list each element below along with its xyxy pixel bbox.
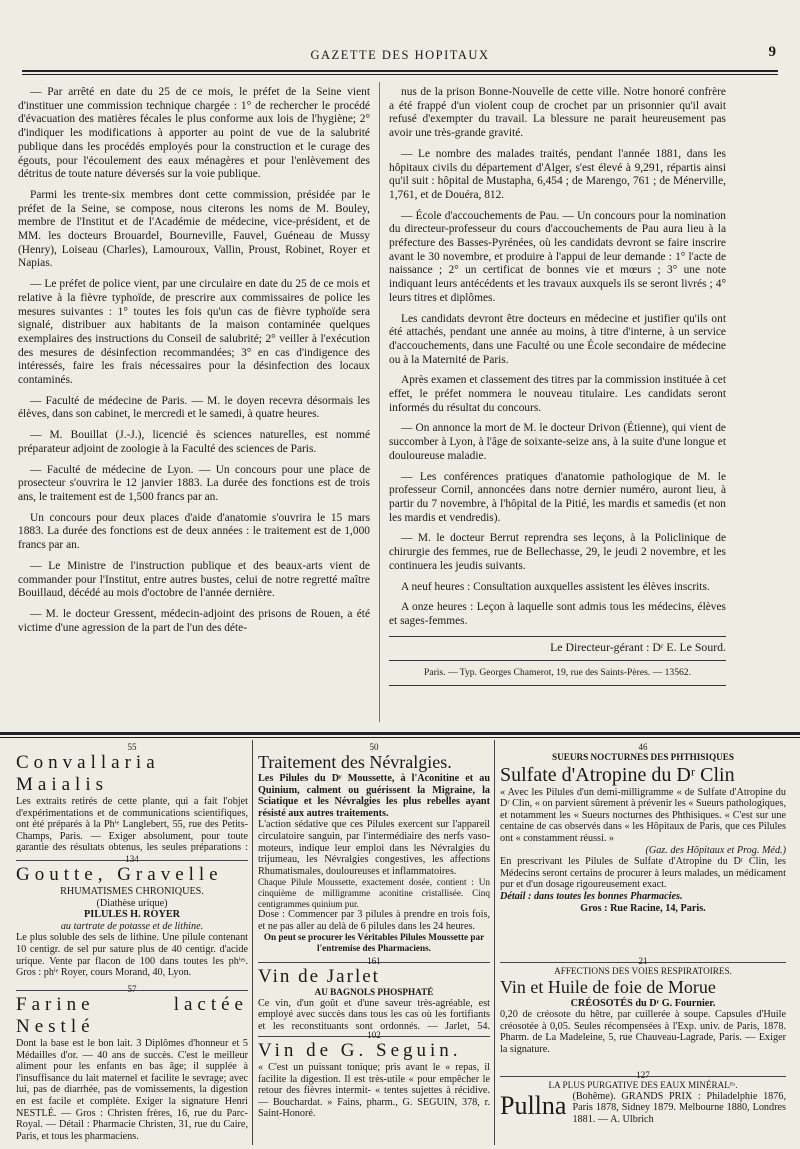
article-paragraph: nus de la prison Bonne-Nouvelle de cette ville. Notre honoré confrère a été frappé d'un violent coup de crochet par un prisonnier qu'il avait refusé d'exempter du travail. La blessure ne parait heureusement pas avoir une très-grande gravité.: [389, 86, 726, 140]
ad-title: Pullna: [500, 1090, 567, 1120]
article-paragraph: Un concours pour deux places d'aide d'anatomie s'ouvrira le 15 mars 1883. La durée des fonctions est de deux années : le traitement est de 1,000 francs par an.: [18, 511, 370, 552]
ad-text: « C'est un puissant tonique; pris avant le « repas, il facilite la digestion. Il est très-utile « pour empêcher le retour des fièvres intermit- « tentes sujettes à récidive. — Bouchardat. » Fains, pharm., G. SEGUIN, 378, r. Saint-Honoré.: [258, 1062, 490, 1120]
ad-footer: Détail : dans toutes les bonnes Pharmacies.: [500, 890, 683, 902]
ad-title: Sulfate d'Atropine du Dʳ Clin: [500, 763, 735, 786]
ad-subtitle-2: (Diathèse urique): [96, 897, 168, 909]
publication-title: GAZETTE DES HOPITAUX: [310, 48, 490, 62]
ad-text: Dont la base est le bon lait. 3 Diplômes d'honneur et 5 Médailles d'or. — 40 ans de succès. C'est le meilleur aliment pour les enfants en bas âge; il supplée à l'insuffisance du lait maternel et facilite le sevrage; avec lui, pas de diarrhée, pas de vomissements, la digestion en est facile et complète. Exiger la signature Henri NESTLÉ. — Gros : Christen frères, 16, rue du Parc-Royal. — Détail : Pharmacie Christen, 31, rue du Caire, Paris, et tous les pharmaciens.: [16, 1038, 248, 1142]
article-paragraph: — M. Bouillat (J.-J.), licencié ès sciences naturelles, est nommé préparateur adjoint de zoologie à la Faculté des sciences de Paris.: [18, 429, 370, 455]
ad-pullna: [500, 1070, 786, 1146]
ad-header: SUEURS NOCTURNES DES PHTHISIQUES: [551, 752, 734, 762]
ad-lead: Les Pilules du Dʳ Moussette, à l'Aconitine et au Quinium, calment ou guérissent la Migraine, la Sciatique et les Névralgies les plus rebelles ayant résisté aux autres traitements.: [258, 773, 490, 819]
article-paragraph: — Par arrêté en date du 25 de ce mois, le préfet de la Seine vient d'instituer une commission technique chargée : 1° de rechercher le procédé d'évacuation des matières fécales le plus conforme aux lois de l'hygiène; 2° d'indiquer les modifications à apporter au point de vue de la salubrité publique dans les procédés employés pour la construction et le curage des égouts, pour l'écoulement des eaux ménagères et pour l'enlèvement des détritus de toute nature déversés sur la voie publique.: [18, 86, 370, 181]
ad-header: LA PLUS PURGATIVE DES EAUX MINÉRALᴱˢ.: [548, 1080, 738, 1090]
ad-number: 102: [367, 1030, 381, 1040]
ad-divider: [252, 740, 253, 1145]
article-paragraph: — Le Ministre de l'instruction publique et des beaux-arts vient de commander pour l'Institut, entre autres bustes, celui de notre regretté maître Bouillaud, décédé au mois d'octobre de l'année dernière.: [18, 559, 370, 600]
ad-divider: [494, 740, 495, 1145]
ad-text: Le plus soluble des sels de lithine. Une pilule contenant 10 centigr. de sel pur sature plus de 40 centigr. d'acide urique. Vente par flacon de 100 dans toutes les phⁱᵉˢ. Gros : phⁱᵉ Royer, cours Morand, 40, Lyon.: [16, 932, 248, 979]
ad-text: L'action sédative que ces Pilules exercent sur l'appareil circulatoire sanguin, par l'intermédiaire des nerfs vaso-moteurs, indique leur emploi dans les Névralgies du trijumeau, les Névralgies congestives, les affections Rhumatismales, douloureuses et inflammatoires.: [258, 819, 490, 877]
ad-tagline: AU BAGNOLS PHOSPHATÉ: [314, 987, 434, 997]
ad-text: Les extraits retirés de cette plante, qui a fait l'objet d'expérimentations et de communications scientifiques, ont été préparés à la Phⁱᵉ Langlebert, 55, rue des Petits-Champs, Paris. — Exiger absolument, pour toute garantie des résultats obtenus, les seules préparations :: [16, 796, 248, 852]
imprint: Paris. — Typ. Georges Chamerot, 19, rue des Saints-Pères. — 13562.: [389, 666, 726, 686]
article-paragraph: — Les conférences pratiques d'anatomie pathologique de M. le professeur Cornil, annoncées dans notre dernier numéro, auront lieu, à partir du 7 novembre, à l'hôpital de la Pitié, les mardis et samedis (et non les mardis et vendredis).: [389, 470, 726, 524]
ad-moussette: [258, 742, 490, 960]
ad-footer: On peut se procurer les Véritables Pilules Moussette par l'entremise des Pharmaciens.: [263, 932, 485, 953]
article-paragraph: — On annonce la mort de M. le docteur Drivon (Étienne), qui vient de succomber à Lyon, à l'âge de soixante-seize ans, à la suite d'une longue et douloureuse maladie.: [389, 422, 726, 462]
ad-number: 161: [367, 956, 381, 966]
ad-text: (Bohême). GRANDS PRIX : Philadelphie 1876, Paris 1878, Sidney 1879. Melbourne 1880, Londres 1881. — A. Ulbrich: [572, 1090, 786, 1125]
ad-title: Traitement des Névralgies.: [258, 752, 452, 772]
ad-text: Ce vin, d'un goût et d'une saveur très-agréable, est employé avec succès dans tous les cas où les fortifiants et les reconstituants sont ordonnés. — Jarlet, 54.: [258, 997, 490, 1032]
ad-dose: Dose : Commencer par 3 pilules à prendre en trois fois, et ne pas aller au delà de 6 pilules dans les 24 heures.: [258, 909, 490, 932]
ads-top-rule-thin: [0, 737, 800, 738]
ad-number: 55: [127, 742, 137, 752]
ad-huile-foie-morue: [500, 956, 786, 1070]
ad-title: Farine lactée Nestlé: [16, 994, 248, 1037]
ad-sulfate-atropine: [500, 742, 786, 954]
article-paragraph: — M. le docteur Berrut reprendra ses leçons, à la Policlinique de chirurgie des femmes, rue de Bellechasse, 29, le jeudi 2 novembre, et les continuera les jeudis suivants.: [389, 532, 726, 572]
article-paragraph: A onze heures : Leçon à laquelle sont admis tous les médecins, élèves et sages-femmes.: [389, 601, 726, 627]
article-paragraph: — Faculté de médecine de Paris. — M. le doyen recevra désormais les élèves, dans son cabinet, le mercredi et le samedi, à quatre heures.: [18, 394, 370, 421]
ad-text: 0,20 de créosote du hêtre, par cuillerée à soupe. Capsules d'Huile créosotée à 0,05. Seules récompensées à l'Exp. univ. de Paris, 1878. Pharm. de La Madeleine, 5, rue Chauveau-Lagrade, Paris. — Exiger la signature.: [500, 1009, 786, 1055]
column-divider: [379, 82, 380, 722]
article-paragraph: — M. le docteur Gressent, médecin-adjoint des prisons de Rouen, a été victime d'une agression de la part de l'un des déte-: [18, 607, 370, 634]
ad-title: Goutte, Gravelle: [16, 864, 223, 885]
ad-text-2: En prescrivant les Pilules de Sulfate d'Atropine du Dʳ Clin, les Médecins seront certains de procurer à leurs malades, un médicament pur et d'un dosage rigoureusement exact.: [500, 856, 786, 891]
page-number: 9: [768, 44, 776, 60]
article-paragraph: — Le nombre des malades traités, pendant l'année 1881, dans les hôpitaux civils du département d'Alger, s'est élevé à 9,291, répartis ainsi qu'il suit : hôpital de Mustapha, 6,454 ; de Marengo, 761 ; de Ménerville, 1,761, et de Douéra, 812.: [389, 147, 726, 201]
signature: Le Directeur-gérant : Dʳ E. Le Sourd.: [389, 636, 726, 662]
article-paragraph: Après examen et classement des titres par la commission instituée à cet effet, le préfet nommera le nouveau titulaire. Les candidats seront informés du résultat du concours.: [389, 374, 726, 414]
ad-vin-seguin: [258, 1030, 490, 1146]
ad-title: Convallaria Maialis: [16, 752, 160, 795]
ad-text: « Avec les Pilules d'un demi-milligramme « de Sulfate d'Atropine du Dʳ Clin, « on parvient sûrement à prévenir les « Sueurs pathologiques, et notamment les « Sueurs nocturnes des Phthisiques. « C'est sur une centaine de cas observés dans « les Hôpitaux de Paris, que ces Pilules ont « constamment réussi. »: [500, 786, 786, 844]
ad-composition: Chaque Pilule Moussette, exactement dosée, contient : Un cinquième de milligramme aconitine cristallisée. Cinq centigrammes quinium pur.: [258, 877, 490, 909]
ad-vin-jarlet: [258, 956, 490, 1032]
ad-number: 134: [125, 854, 139, 864]
article-paragraph: — École d'accouchements de Pau. — Un concours pour la nomination du directeur-professeur du cours d'accouchements de Pau aura lieu à la préfecture des Basses-Pyrénées, où les candidats devront se faire inscrire avant le 30 novembre, et produire à l'appui de leur demande : 1° l'acte de naissance ; 2° un certificat de bonnes vie et mœurs ; 3° une note indiquant leurs antécédents et les travaux auxquels ils se seront livrés ; 4° leurs titres et diplômes.: [389, 209, 726, 304]
article-paragraph: Les candidats devront être docteurs en médecine et justifier qu'ils ont été attachés, pendant une année au moins, à titre d'interne, à un service d'accouchements, dans une Faculté ou une École secondaire de médecine ou à la Maternité de Paris.: [389, 312, 726, 366]
article-paragraph: — Faculté de médecine de Lyon. — Un concours pour une place de prosecteur s'ouvrira le 12 janvier 1883. La durée des fonctions est de trois ans, le traitement est de 1,500 francs par an.: [18, 463, 370, 503]
ads-top-rule: [0, 732, 800, 735]
ad-subtitle: CRÉOSOTÉS du Dʳ G. Fournier.: [570, 997, 716, 1009]
article-paragraph: Parmi les trente-six membres dont cette commission, présidée par le préfet de la Seine, se compose, nous citerons les noms de M. Bouley, membre de l'Institut et de l'Académie de médecine, vice-président, et de MM. les docteurs Brouardel, Bourneville, Fauvel, Guéneau de Mussy (Henry), Loiseau (Charles), Lamouroux, Vallin, Proust, Robinet, Royer et Napias.: [18, 188, 370, 270]
ad-tagline: au tartrate de potasse et de lithine.: [60, 920, 204, 932]
ad-subtitle: RHUMATISMES CHRONIQUES.: [60, 886, 204, 897]
article-paragraph: — Le préfet de police vient, par une circulaire en date du 25 de ce mois et relative à la fièvre typhoïde, de prescrire aux commissaires de police les mesures suivantes : 1° toutes les fois qu'un cas de fièvre typhoïde sera signalé, distribuer aux habitants de la maison contaminée quelques exemplaires des instructions du Conseil de salubrité; 2° veiller à l'exécution des mesures de désinfection recommandées; 3° en cas d'indigence des intéressés, faire les frais nécessaires pour la désinfection des locaux contaminés.: [18, 278, 370, 387]
ad-title: Vin et Huile de foie de Morue: [500, 976, 716, 997]
page-header: [22, 44, 778, 72]
ad-header: AFFECTIONS DES VOIES RESPIRATOIRES.: [554, 966, 732, 976]
ad-title: Vin de G. Seguin.: [258, 1040, 462, 1061]
ad-number: 46: [638, 742, 648, 752]
ad-convallaria: [16, 742, 248, 852]
right-column: [389, 86, 726, 686]
ad-goutte-gravelle: [16, 854, 248, 984]
ad-title: Vin de Jarlet: [258, 966, 380, 987]
ad-number: 57: [127, 984, 137, 994]
ad-number: 127: [636, 1070, 650, 1080]
ad-source: (Gaz. des Hôpitaux et Prog. Méd.): [645, 844, 786, 856]
ad-product-name: PILULES H. ROYER: [84, 909, 180, 921]
ad-number: 21: [638, 956, 648, 966]
ad-farine-nestle: [16, 984, 248, 1146]
left-column: [18, 86, 370, 642]
article-paragraph: A neuf heures : Consultation auxquelles assistent les élèves inscrits.: [401, 580, 710, 593]
ad-footer-2: Gros : Rue Racine, 14, Paris.: [580, 902, 706, 914]
ad-number: 50: [369, 742, 379, 752]
